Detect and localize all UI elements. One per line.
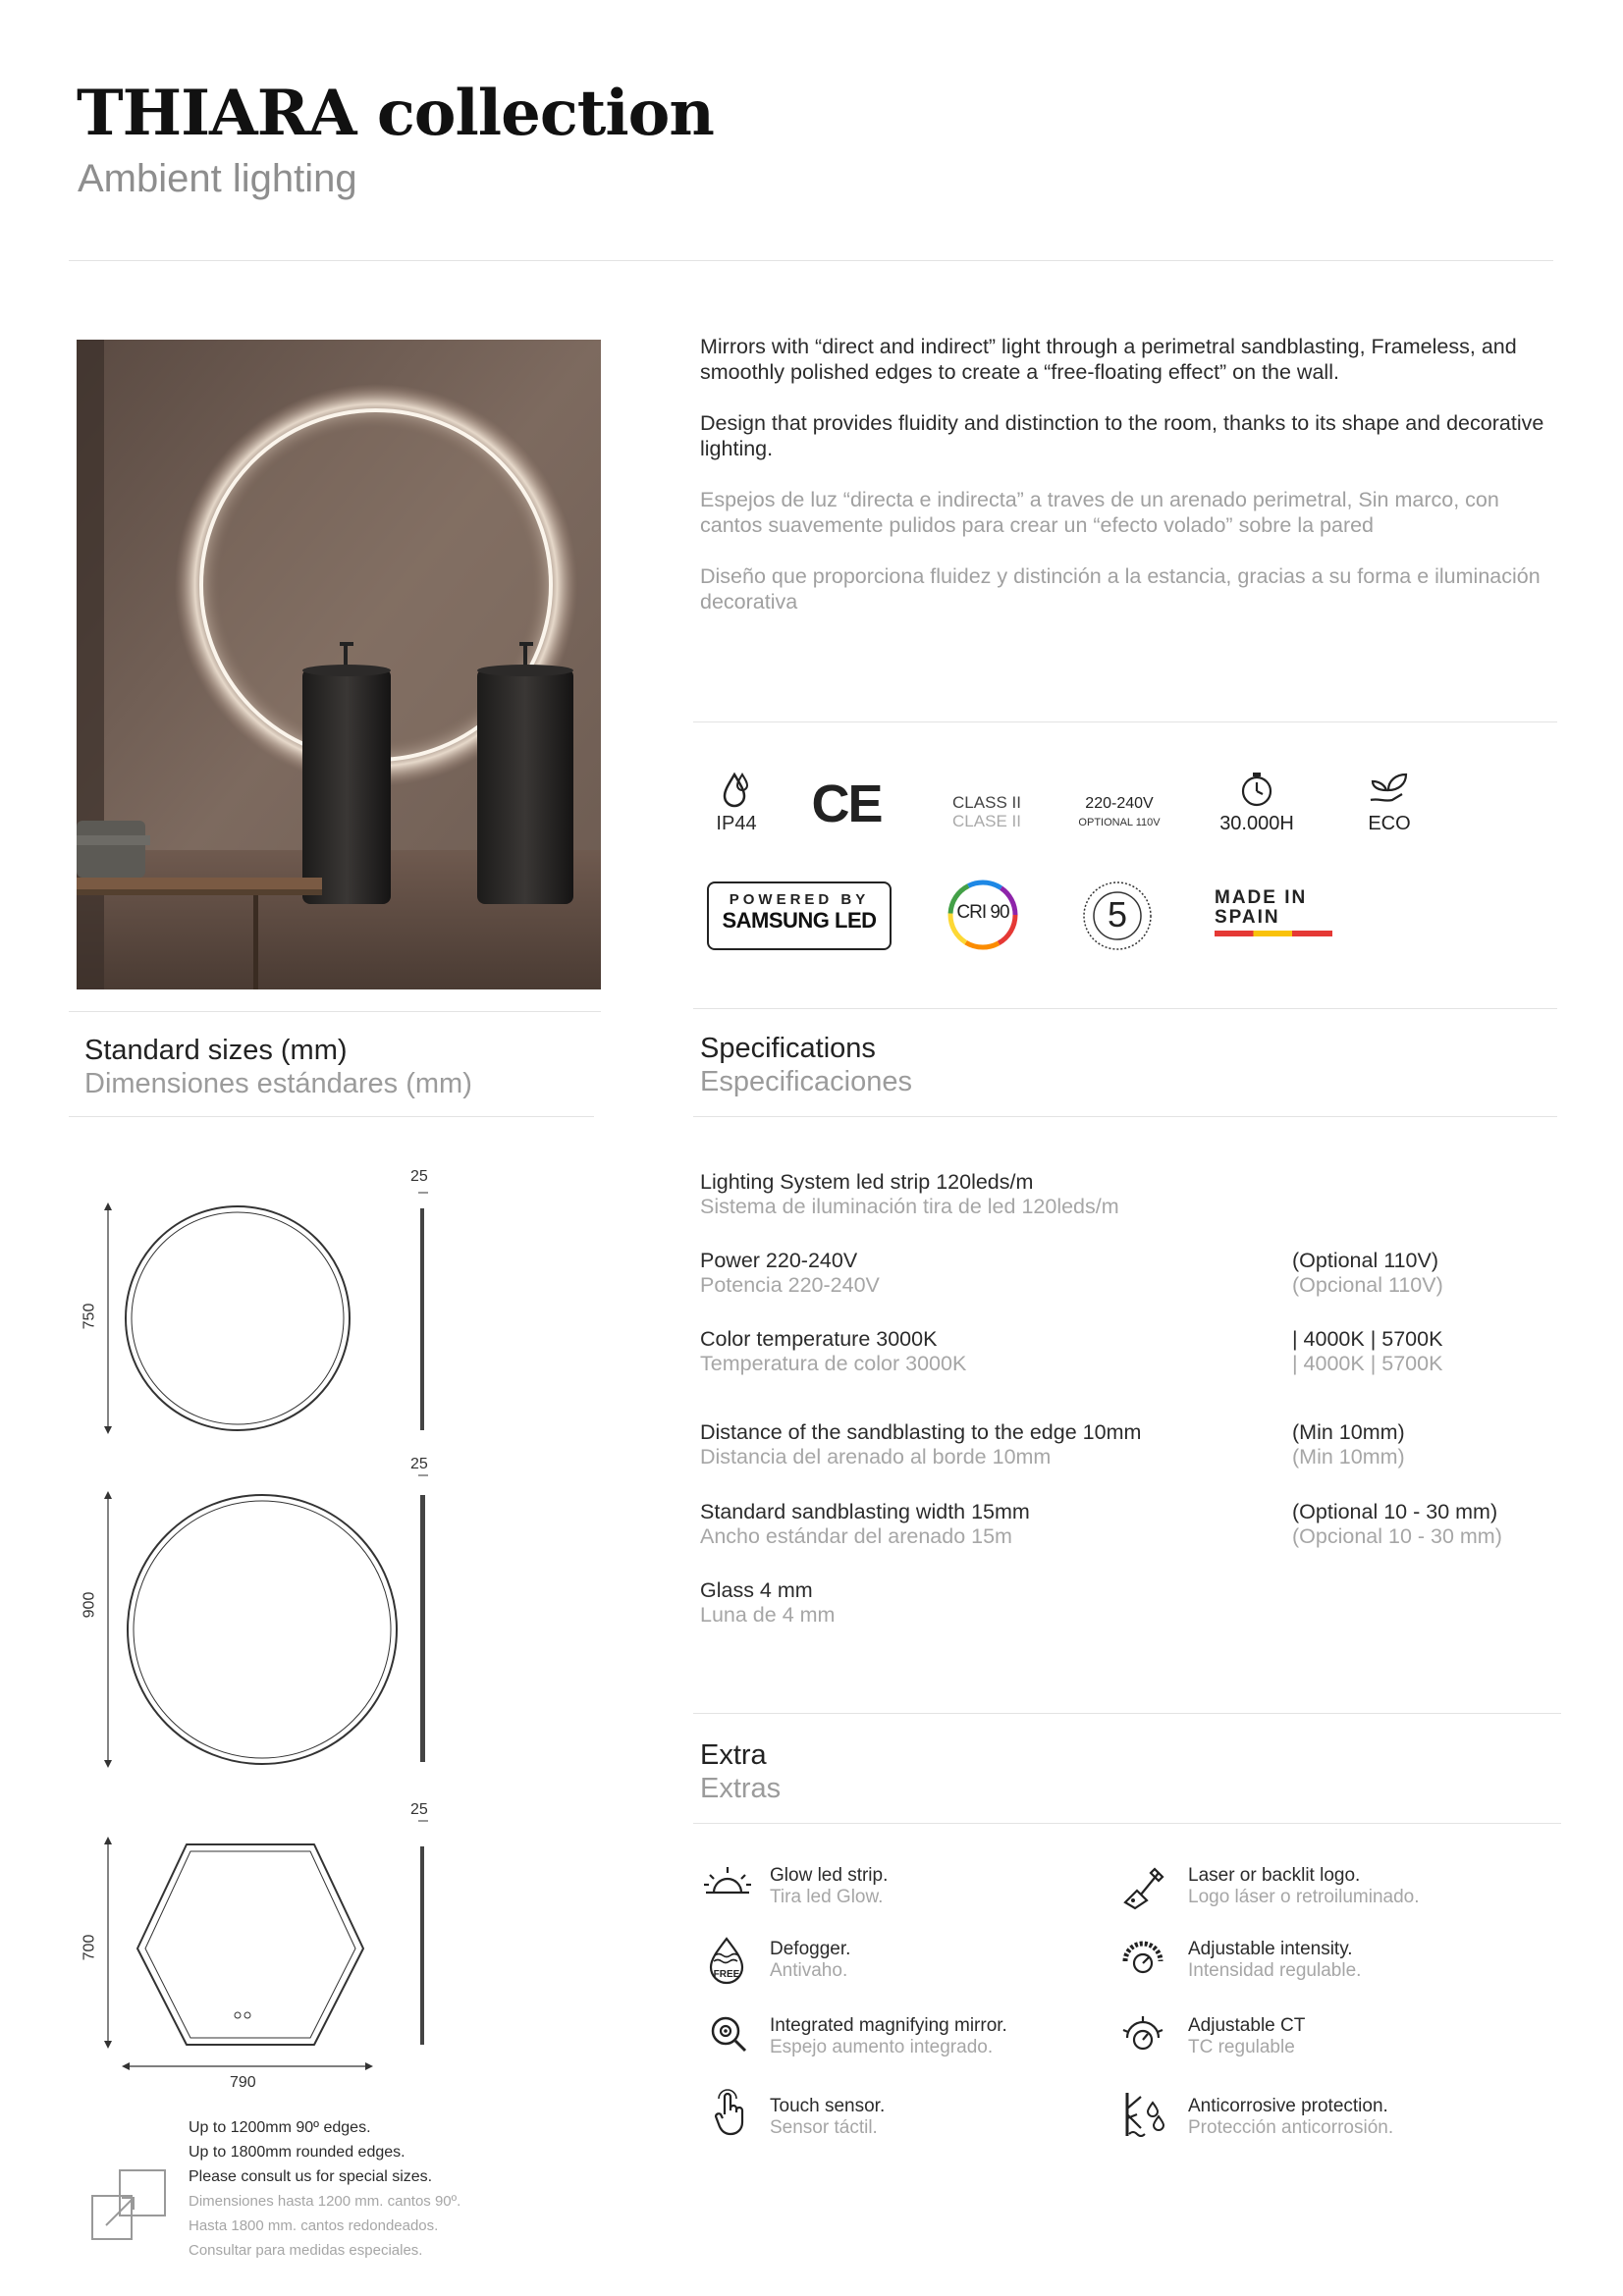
extra-item <box>1188 1939 1361 1982</box>
hours-label: 30.000H <box>1219 813 1294 834</box>
spec-option <box>1292 1500 1502 1549</box>
warranty-badge <box>1080 879 1155 953</box>
hours-badge <box>1203 771 1311 835</box>
header-divider <box>69 260 1553 261</box>
ip44-badge <box>702 771 771 835</box>
specs-bottom-divider <box>693 1713 1561 1714</box>
sizes-divider <box>69 1116 594 1117</box>
spec-power-option-es: (Opcional 110V) <box>1292 1273 1443 1297</box>
size-note-en-3: Please consult us for special sizes. <box>189 2168 433 2185</box>
extra-defogger: Defogger. <box>770 1939 851 1959</box>
class-es-label: CLASE II <box>952 812 1021 830</box>
thickness-label-1: 25 <box>410 1168 428 1185</box>
extra-item <box>770 2015 1007 2058</box>
samsung-top-label: POWERED BY <box>729 891 870 908</box>
cri-badge <box>945 877 1021 953</box>
voltage-optional-label: OPTIONAL 110V <box>1078 817 1161 828</box>
samsung-bottom-label: SAMSUNG LED <box>722 908 877 933</box>
sizes-heading-es: Dimensiones estándares (mm) <box>84 1068 472 1099</box>
extra-ct-es: TC regulable <box>1188 2037 1295 2057</box>
hex-width-label: 790 <box>230 2074 256 2091</box>
photo-divider <box>69 1011 601 1012</box>
spec-sandblast-distance-option-es: (Min 10mm) <box>1292 1445 1405 1468</box>
spec-row <box>700 1500 1030 1549</box>
pen-logo-icon <box>1117 1863 1168 1910</box>
spec-glass: Glass 4 mm <box>700 1578 813 1602</box>
samsung-led-badge <box>707 881 892 950</box>
intro-es-2: Diseño que proporciona fluidez y distinción a la estancia, gracias a su forma e iluminación decorativa <box>700 564 1541 614</box>
spec-sandblast-distance: Distance of the sandblasting to the edge 10mm <box>700 1420 1142 1444</box>
specs-heading: Specifications <box>700 1033 876 1064</box>
spec-option <box>1292 1420 1405 1469</box>
extra-glow-es: Tira led Glow. <box>770 1887 884 1907</box>
dimension-drawings <box>69 1163 461 2086</box>
defogger-icon <box>705 1936 748 1985</box>
round-mirror-900-drawing <box>104 1491 425 1768</box>
sizes-heading: Standard sizes (mm) <box>84 1035 348 1066</box>
extra-touch-es: Sensor táctil. <box>770 2117 878 2138</box>
voltage-badge <box>1060 795 1178 828</box>
thickness-label-2: 25 <box>410 1456 428 1472</box>
resize-icon <box>90 2166 169 2245</box>
spain-label: SPAIN <box>1215 907 1280 928</box>
spain-flag-stripe <box>1215 931 1332 936</box>
extras-heading-es: Extras <box>700 1773 782 1804</box>
round-mirror-750-drawing <box>104 1202 424 1434</box>
eco-label: ECO <box>1368 813 1411 834</box>
extra-logo-es: Logo láser o retroiluminado. <box>1188 1887 1420 1907</box>
size-note-es-2: Hasta 1800 mm. cantos redondeados. <box>189 2217 439 2234</box>
hex-height-label: 700 <box>81 1934 98 1961</box>
spec-option <box>1292 1327 1442 1376</box>
intensity-icon <box>1119 1934 1166 1981</box>
round1-height-label: 750 <box>81 1303 98 1330</box>
extra-intensity: Adjustable intensity. <box>1188 1939 1353 1959</box>
magnify-icon <box>709 2014 748 2054</box>
warranty-years: 5 <box>1107 894 1128 934</box>
spec-sandblast-distance-es: Distancia del arenado al borde 10mm <box>700 1445 1052 1468</box>
extra-defogger-es: Antivaho. <box>770 1960 848 1981</box>
ce-mark: CE <box>811 774 882 833</box>
extra-magnify-es: Espejo aumento integrado. <box>770 2037 994 2057</box>
spec-row <box>700 1327 966 1376</box>
glow-icon <box>702 1863 753 1902</box>
extra-item <box>1188 1865 1420 1908</box>
water-drop-icon <box>717 771 756 810</box>
spec-power-option: (Optional 110V) <box>1292 1249 1438 1272</box>
extra-item <box>770 2096 885 2139</box>
size-notes <box>189 2115 460 2263</box>
extra-item <box>770 1939 850 1982</box>
extra-ct: Adjustable CT <box>1188 2015 1306 2036</box>
specs-divider <box>693 1116 1557 1117</box>
intro-divider <box>693 721 1557 722</box>
extra-item <box>1188 2096 1393 2139</box>
ct-icon <box>1119 2012 1166 2056</box>
page-title: THIARA collection <box>77 77 714 150</box>
spec-color-temp-option-es: | 4000K | 5700K <box>1292 1352 1443 1375</box>
extras-heading: Extra <box>700 1739 767 1771</box>
spec-color-temp: Color temperature 3000K <box>700 1327 938 1351</box>
intro-text <box>700 334 1564 640</box>
spec-sandblast-width-option-es: (Opcional 10 - 30 mm) <box>1292 1524 1502 1548</box>
product-photo <box>77 340 601 989</box>
round2-height-label: 900 <box>81 1591 98 1619</box>
ip44-label: IP44 <box>716 813 757 834</box>
spec-color-temp-option: | 4000K | 5700K <box>1292 1327 1443 1351</box>
made-in-spain-badge <box>1215 888 1342 936</box>
anticorrosion-icon <box>1119 2089 1170 2140</box>
class-badge <box>933 793 1041 830</box>
spec-power: Power 220-240V <box>700 1249 858 1272</box>
spec-sandblast-distance-option: (Min 10mm) <box>1292 1420 1405 1444</box>
intro-en-2: Design that provides fluidity and distinction to the room, thanks to its shape and decorative lighting. <box>700 411 1544 460</box>
extra-glow: Glow led strip. <box>770 1865 889 1886</box>
certs-divider <box>693 1008 1557 1009</box>
extra-anticorrosion: Anticorrosive protection. <box>1188 2096 1388 2116</box>
size-note-es-1: Dimensiones hasta 1200 mm. cantos 90º. <box>189 2193 461 2210</box>
spec-row <box>700 1420 1141 1469</box>
spec-color-temp-es: Temperatura de color 3000K <box>700 1352 967 1375</box>
spec-option <box>1292 1249 1443 1298</box>
hexagon-mirror-drawing <box>104 1837 424 2070</box>
spec-lighting: Lighting System led strip 120leds/m <box>700 1170 1034 1194</box>
extra-logo: Laser or backlit logo. <box>1188 1865 1361 1886</box>
intro-es-1: Espejos de luz “directa e indirecta” a traves de un arenado perimetral, Sin marco, con cantos suavemente pulidos para crear un “efecto volado” sobre la pared <box>700 488 1499 537</box>
size-note-en-2: Up to 1800mm rounded edges. <box>189 2144 406 2161</box>
intro-en-1: Mirrors with “direct and indirect” light through a perimetral sandblasting, Frameless, and smoothly polished edges to create a “free-floating effect” on the wall. <box>700 335 1517 384</box>
free-badge: FREE <box>713 1969 740 1980</box>
size-note-es-3: Consultar para medidas especiales. <box>189 2242 423 2259</box>
cri-label: CRI 90 <box>956 902 1009 923</box>
touch-icon <box>713 2089 748 2138</box>
size-note-en-1: Up to 1200mm 90º edges. <box>189 2119 371 2136</box>
spec-sandblast-width: Standard sandblasting width 15mm <box>700 1500 1030 1523</box>
extra-magnify: Integrated magnifying mirror. <box>770 2015 1007 2036</box>
class-en-label: CLASS II <box>952 793 1021 812</box>
specs-heading-es: Especificaciones <box>700 1066 912 1097</box>
eco-hand-leaf-icon <box>1367 771 1412 808</box>
extras-divider <box>693 1823 1561 1824</box>
spec-glass-es: Luna de 4 mm <box>700 1603 836 1627</box>
spec-lighting-es: Sistema de iluminación tira de led 120leds/m <box>700 1195 1119 1218</box>
extra-touch: Touch sensor. <box>770 2096 886 2116</box>
eco-badge <box>1350 771 1429 835</box>
thickness-label-3: 25 <box>410 1801 428 1818</box>
spec-row <box>700 1578 835 1628</box>
page-subtitle: Ambient lighting <box>78 157 357 200</box>
spec-sandblast-width-option: (Optional 10 - 30 mm) <box>1292 1500 1498 1523</box>
spec-row <box>700 1249 880 1298</box>
extra-item <box>770 1865 888 1908</box>
spec-sandblast-width-es: Ancho estándar del arenado 15m <box>700 1524 1012 1548</box>
extra-anticorrosion-es: Protección anticorrosión. <box>1188 2117 1394 2138</box>
stopwatch-icon <box>1238 771 1275 808</box>
spec-row <box>700 1170 1119 1219</box>
extra-item <box>1188 2015 1305 2058</box>
voltage-label: 220-240V <box>1085 795 1154 812</box>
made-in-label: MADE IN <box>1215 887 1308 908</box>
extra-intensity-es: Intensidad regulable. <box>1188 1960 1362 1981</box>
spec-power-es: Potencia 220-240V <box>700 1273 880 1297</box>
